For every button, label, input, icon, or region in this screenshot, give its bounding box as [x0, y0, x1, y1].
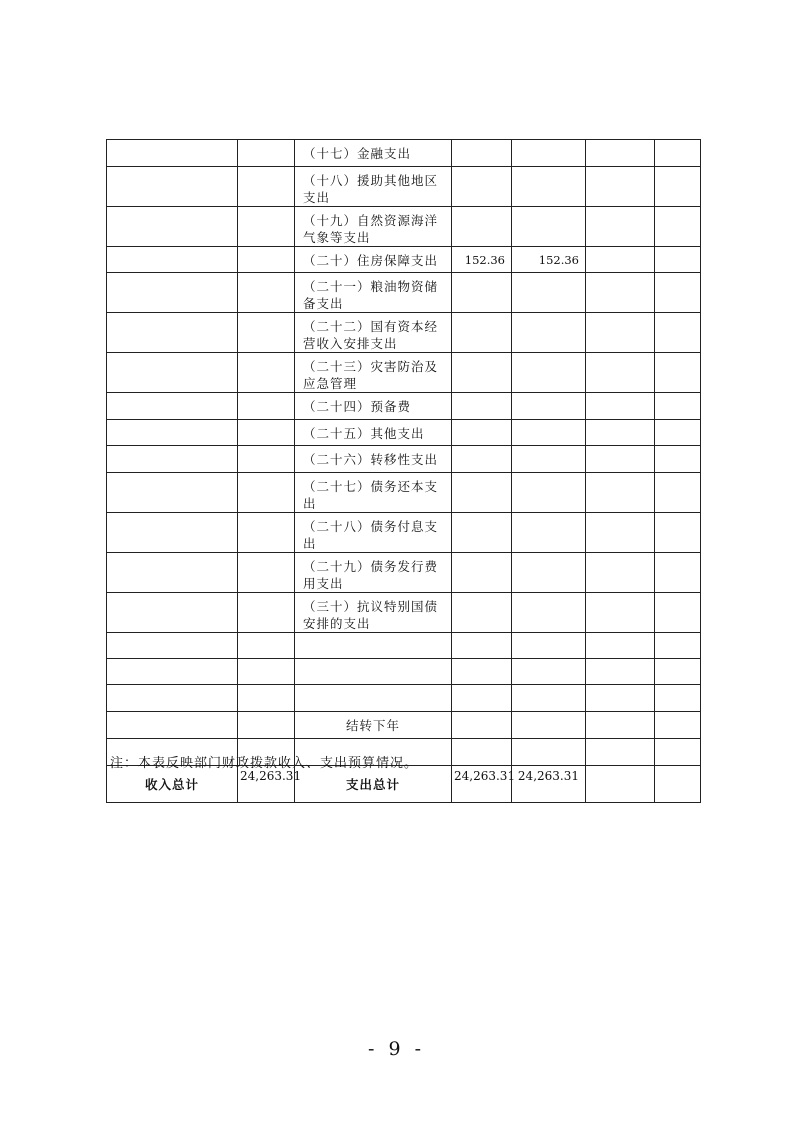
- expense-item-label: （二十一）粮油物资储备支出: [303, 279, 439, 311]
- expense-amount-other-cell: [655, 313, 701, 353]
- income-amount-cell: [238, 513, 295, 553]
- expense-amount-fund-cell: [586, 313, 655, 353]
- income-amount-cell: [238, 140, 295, 167]
- carry-forward-row: [107, 712, 701, 739]
- expense-amount-general-cell: [512, 247, 586, 273]
- income-item-cell: [107, 553, 238, 593]
- expense-amount-total-cell: [452, 420, 512, 446]
- table-body: [107, 140, 701, 803]
- income-amount-cell: [238, 473, 295, 513]
- income-total-label: 收入总计: [107, 766, 238, 803]
- expense-amount-fund-cell: [586, 553, 655, 593]
- expense-item-cell: [295, 473, 452, 513]
- expense-item-cell: [295, 247, 452, 273]
- expense-item-cell: [295, 167, 452, 207]
- income-amount-cell: [238, 420, 295, 446]
- expense-item-label: （二十二）国有资本经营收入安排支出: [303, 319, 439, 351]
- expense-amount-other-cell: [655, 140, 701, 167]
- expense-item-label: （十七）金融支出: [303, 146, 412, 161]
- expense-amount-total: 152.36: [464, 253, 505, 267]
- expense-amount-total-cell: [452, 207, 512, 247]
- expense-item-cell: [295, 593, 452, 633]
- table-row: [107, 393, 701, 420]
- expense-amount-total-cell: [452, 513, 512, 553]
- income-amount-cell: [238, 446, 295, 473]
- expense-item-cell: [295, 446, 452, 473]
- income-item-cell: [107, 247, 238, 273]
- page-number: - 9 -: [367, 1038, 425, 1060]
- expense-item-label: （二十）住房保障支出: [303, 253, 439, 268]
- income-amount-cell: [238, 553, 295, 593]
- expense-amount-general-cell: [512, 353, 586, 393]
- expense-item-label: （三十）抗议特别国债安排的支出: [303, 599, 439, 631]
- expense-amount-other-cell: [655, 247, 701, 273]
- expense-amount-fund-cell: [586, 473, 655, 513]
- expense-item-label: （十九）自然资源海洋气象等支出: [303, 213, 439, 245]
- expense-amount-other-cell: [655, 207, 701, 247]
- expense-amount-general-cell: [512, 513, 586, 553]
- income-total-value: 24,263.31: [238, 766, 295, 803]
- expense-total-label: 支出总计: [295, 766, 452, 803]
- expense-amount-general-cell: [512, 420, 586, 446]
- expense-amount-other-cell: [655, 167, 701, 207]
- income-amount-cell: [238, 247, 295, 273]
- expense-total-general-value: 24,263.31: [512, 766, 586, 803]
- income-item-cell: [107, 207, 238, 247]
- expense-item-label: （二十七）债务还本支出: [303, 479, 439, 511]
- income-amount-cell: [238, 313, 295, 353]
- table-row: [107, 513, 701, 553]
- expense-item-cell: [295, 273, 452, 313]
- expense-amount-total-cell: [452, 393, 512, 420]
- table-row: [107, 473, 701, 513]
- expense-amount-total-cell: [452, 167, 512, 207]
- expense-amount-total-cell: [452, 473, 512, 513]
- expense-item-label: （二十四）预备费: [303, 399, 412, 414]
- expense-total-value: 24,263.31: [452, 766, 512, 803]
- expense-amount-general-cell: [512, 167, 586, 207]
- budget-table: [106, 139, 701, 803]
- expense-amount-total-cell: [452, 313, 512, 353]
- expense-amount-total-cell: [452, 446, 512, 473]
- table-row: [107, 313, 701, 353]
- income-amount-cell: [238, 353, 295, 393]
- income-item-cell: [107, 446, 238, 473]
- table-row: [107, 273, 701, 313]
- expense-amount-other-cell: [655, 273, 701, 313]
- income-item-cell: [107, 353, 238, 393]
- income-item-cell: [107, 313, 238, 353]
- expense-amount-total-cell: [452, 593, 512, 633]
- expense-item-cell: [295, 420, 452, 446]
- income-item-cell: [107, 473, 238, 513]
- income-amount-cell: [238, 207, 295, 247]
- expense-item-cell: [295, 553, 452, 593]
- expense-amount-fund-cell: [586, 247, 655, 273]
- table-note: 注：本表反映部门财政拨款收入、支出预算情况。: [110, 756, 419, 771]
- expense-amount-fund-cell: [586, 167, 655, 207]
- expense-amount-fund-cell: [586, 420, 655, 446]
- expense-amount-total-cell: [452, 553, 512, 593]
- expense-item-cell: [295, 313, 452, 353]
- expense-amount-general-cell: [512, 593, 586, 633]
- table-row: [107, 593, 701, 633]
- expense-amount-total-cell: [452, 247, 512, 273]
- income-amount-cell: [238, 273, 295, 313]
- expense-amount-total-cell: [452, 140, 512, 167]
- expense-amount-fund-cell: [586, 393, 655, 420]
- expense-amount-other-cell: [655, 393, 701, 420]
- expense-amount-other-cell: [655, 593, 701, 633]
- table-row-empty: [107, 685, 701, 712]
- expense-item-cell: [295, 207, 452, 247]
- expense-item-cell: [295, 353, 452, 393]
- expense-amount-other-cell: [655, 446, 701, 473]
- expense-amount-other-cell: [655, 513, 701, 553]
- income-item-cell: [107, 420, 238, 446]
- table-row-empty: [107, 659, 701, 685]
- expense-amount-fund-cell: [586, 140, 655, 167]
- expense-amount-other-cell: [655, 553, 701, 593]
- expense-amount-general-cell: [512, 273, 586, 313]
- expense-item-label: （二十三）灾害防治及应急管理: [303, 359, 439, 391]
- income-item-cell: [107, 273, 238, 313]
- income-item-cell: [107, 513, 238, 553]
- income-amount-cell: [238, 167, 295, 207]
- expense-item-cell: [295, 393, 452, 420]
- expense-amount-general-cell: [512, 553, 586, 593]
- table-row: [107, 167, 701, 207]
- expense-amount-fund-cell: [586, 513, 655, 553]
- income-amount-cell: [238, 593, 295, 633]
- expense-amount-general-cell: [512, 393, 586, 420]
- expense-item-cell: [295, 513, 452, 553]
- table-row: [107, 353, 701, 393]
- expense-item-label: （二十八）债务付息支出: [303, 519, 439, 551]
- expense-amount-other-cell: [655, 473, 701, 513]
- expense-amount-general-cell: [512, 473, 586, 513]
- expense-amount-general-cell: [512, 313, 586, 353]
- income-amount-cell: [238, 393, 295, 420]
- expense-amount-fund-cell: [586, 273, 655, 313]
- expense-amount-general-cell: [512, 140, 586, 167]
- expense-item-label: （十八）援助其他地区支出: [303, 173, 439, 205]
- table-row: [107, 247, 701, 273]
- expense-amount-general-cell: [512, 207, 586, 247]
- expense-item-label: （二十九）债务发行费用支出: [303, 559, 439, 591]
- table-row: [107, 420, 701, 446]
- expense-item-label: （二十五）其他支出: [303, 426, 425, 441]
- table-row: [107, 140, 701, 167]
- table-row: [107, 446, 701, 473]
- income-item-cell: [107, 140, 238, 167]
- table-row: [107, 207, 701, 247]
- expense-amount-fund-cell: [586, 446, 655, 473]
- table-row-empty: [107, 633, 701, 659]
- expense-amount-general: 152.36: [538, 253, 579, 267]
- expense-amount-other-cell: [655, 420, 701, 446]
- expense-amount-total-cell: [452, 273, 512, 313]
- carry-forward-label: 结转下年: [295, 712, 452, 739]
- income-item-cell: [107, 167, 238, 207]
- totals-row: [107, 766, 701, 803]
- expense-amount-fund-cell: [586, 353, 655, 393]
- income-item-cell: [107, 393, 238, 420]
- expense-item-label: （二十六）转移性支出: [303, 452, 439, 467]
- expense-amount-fund-cell: [586, 593, 655, 633]
- expense-amount-general-cell: [512, 446, 586, 473]
- table-row: [107, 553, 701, 593]
- expense-item-cell: [295, 140, 452, 167]
- income-item-cell: [107, 593, 238, 633]
- expense-amount-fund-cell: [586, 207, 655, 247]
- expense-amount-other-cell: [655, 353, 701, 393]
- expense-amount-total-cell: [452, 353, 512, 393]
